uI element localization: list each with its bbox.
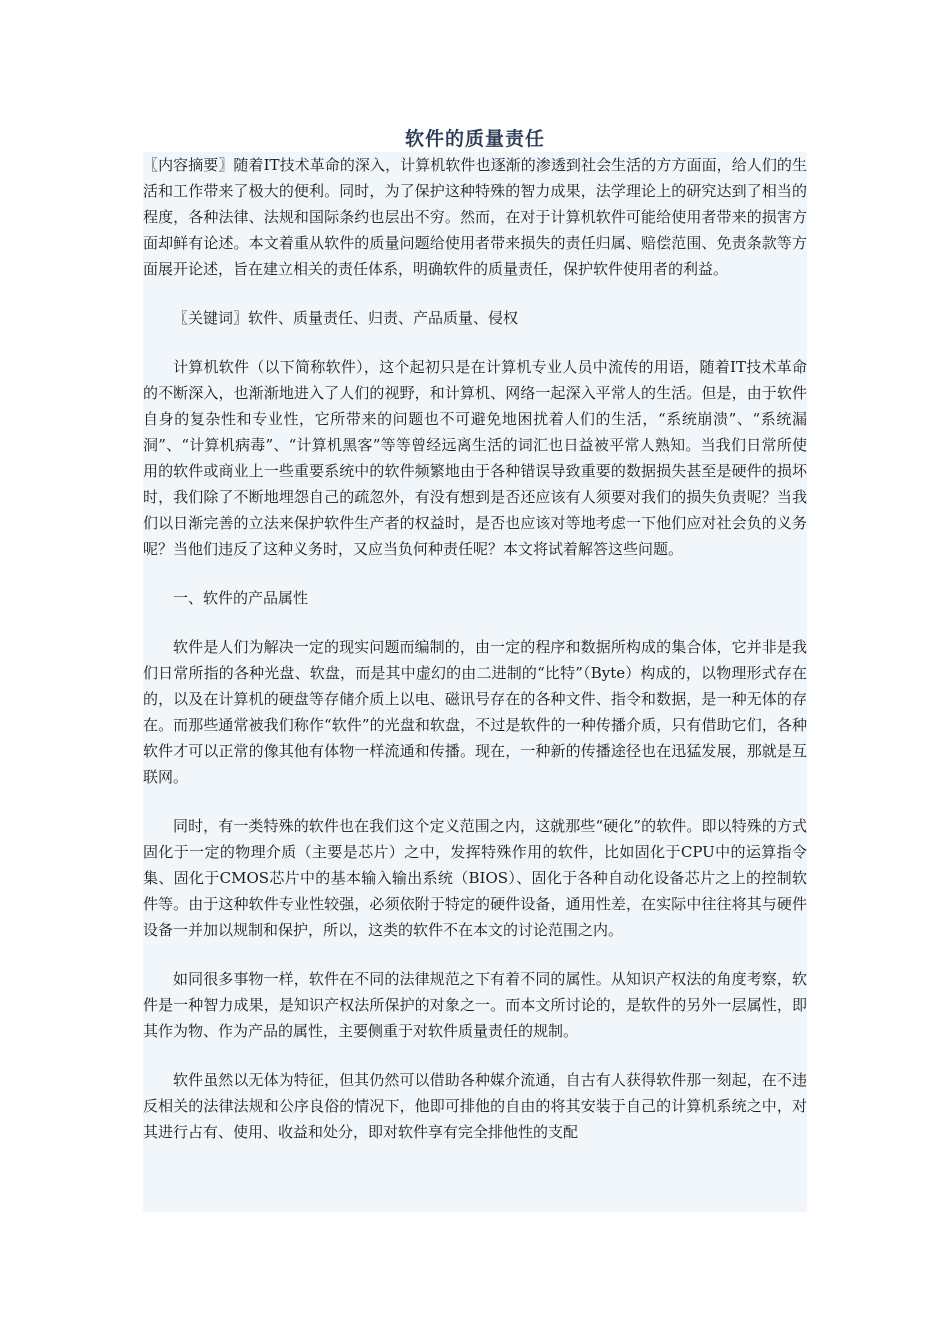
body-paragraph: 软件虽然以无体为特征，但其仍然可以借助各种媒介流通，自古有人获得软件那一刻起，在不违反相关的法律法规和公序良俗的情况下，他即可排他的自由的将其安装于自己的计算机系统之中，对其进行占有、使用、收益和处分，即对软件享有完全排他性的支配 — [143, 1071, 807, 1141]
body-paragraph: 软件是人们为解决一定的现实问题而编制的，由一定的程序和数据所构成的集合体，它并非是我们日常所指的各种光盘、软盘，而是其中虚幻的由二进制的“比特”（Byte）构成的，以物理形式存在的，以及在计算机的硬盘等存储介质上以电、磁讯号存在的各种文件、指令和数据，是一种无体的存在。而那些通常被我们称作“软件”的光盘和软盘，不过是软件的一种传播介质，只有借助它们，各种软件才可以正常的像其他有体物一样流通和传播。现在，一种新的传播途径也在迅猛发展，那就是互联网。 — [143, 638, 807, 786]
keywords-paragraph: 〖关键词〗软件、质量责任、归责、产品质量、侵权 — [173, 309, 519, 327]
body-paragraph: 同时，有一类特殊的软件也在我们这个定义范围之内，这就那些“硬化”的软件。即以特殊的方式固化于一定的物理介质（主要是芯片）之中，发挥特殊作用的软件，比如固化于CPU中的运算指令集、固化于CMOS芯片中的基本输入输出系统（BIOS）、固化于各种自动化设备芯片之上的控制软件等。由于这种软件专业性较强，必须依附于特定的硬件设备，通用性差，在实际中往往将其与硬件设备一并加以规制和保护，所以，这类的软件不在本文的讨论范围之内。 — [143, 817, 807, 939]
body-paragraph: 如同很多事物一样，软件在不同的法律规范之下有着不同的属性。从知识产权法的角度考察，软件是一种智力成果，是知识产权法所保护的对象之一。而本文所讨论的，是软件的另外一层属性，即其作为物、作为产品的属性，主要侧重于对软件质量责任的规制。 — [143, 970, 807, 1040]
intro-paragraph: 计算机软件（以下简称软件），这个起初只是在计算机专业人员中流传的用语，随着IT技术革命的不断深入，也渐渐地进入了人们的视野，和计算机、网络一起深入平常人的生活。但是，由于软件自身的复杂性和专业性，它所带来的问题也不可避免地困扰着人们的生活，“系统崩溃”、“系统漏洞”、“计算机病毒”、“计算机黑客”等等曾经远离生活的词汇也日益被平常人熟知。当我们日常所使用的软件或商业上一些重要系统中的软件频繁地由于各种错误导致重要的数据损失甚至是硬件的损坏时，我们除了不断地埋怨自己的疏忽外，有没有想到是否还应该有人须要对我们的损失负责呢？当我们以日渐完善的立法来保护软件生产者的权益时，是否也应该对等地考虑一下他们应对社会负的义务呢？当他们违反了这种义务时，又应当负何种责任呢？本文将试着解答这些问题。 — [143, 358, 807, 558]
document-title: 软件的质量责任 — [404, 128, 545, 150]
document-body — [143, 152, 807, 1212]
abstract-paragraph: 〖内容摘要〗随着IT技术革命的深入，计算机软件也逐渐的渗透到社会生活的方方面面，给人们的生活和工作带来了极大的便利。同时，为了保护这种特殊的智力成果，法学理论上的研究达到了相当的程度，各种法律、法规和国际条约也层出不穷。然而，在对于计算机软件可能给使用者带来的损害方面却鲜有论述。本文着重从软件的质量问题给使用者带来损失的责任归属、赔偿范围、免责条款等方面展开论述，旨在建立相关的责任体系，明确软件的质量责任，保护软件使用者的利益。 — [143, 156, 807, 278]
section-heading: 一、软件的产品属性 — [173, 589, 309, 607]
